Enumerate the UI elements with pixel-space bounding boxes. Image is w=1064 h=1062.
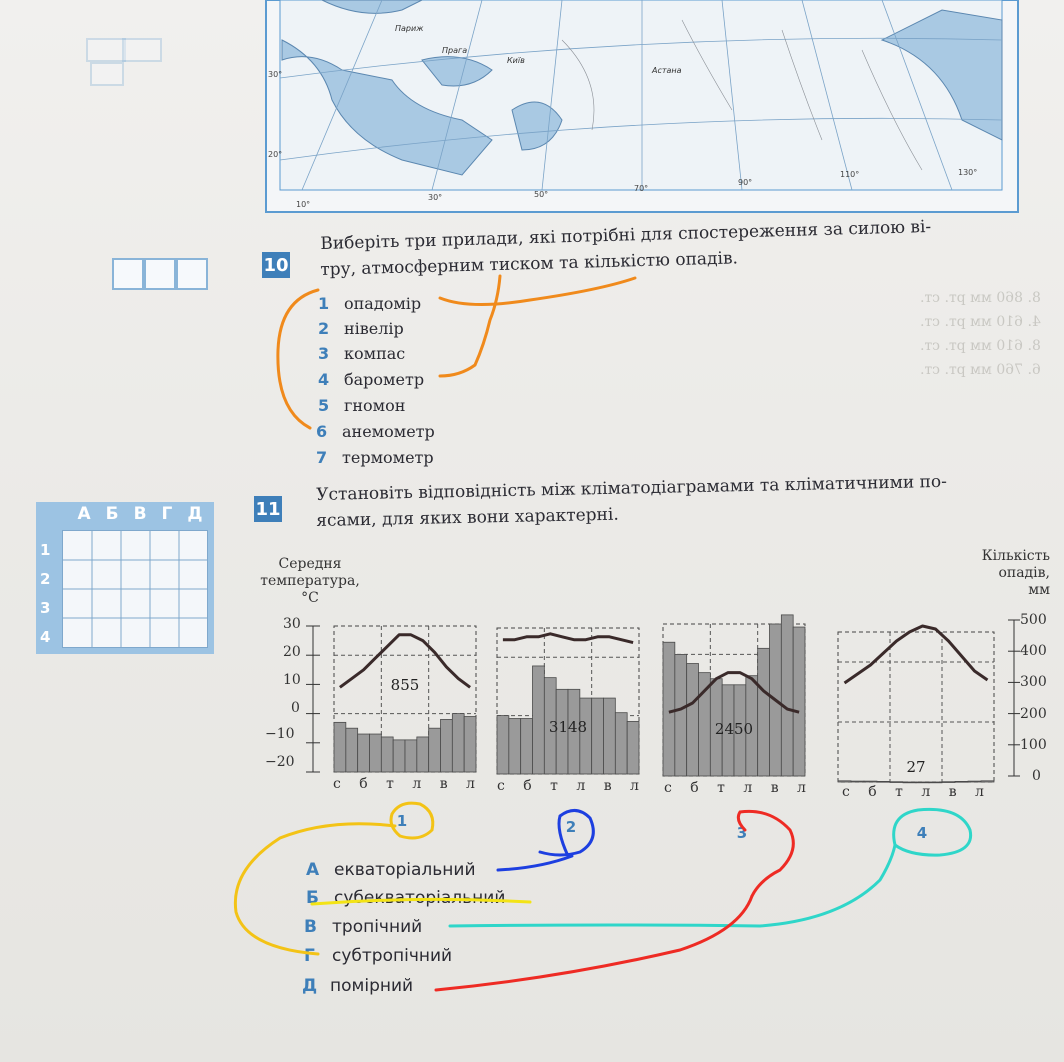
lon-label: 10° — [296, 200, 311, 209]
answer-label: помірний — [330, 976, 414, 996]
chart-number: 3 — [736, 824, 748, 842]
chart-number: 1 — [396, 812, 408, 830]
precipitation-bar — [981, 781, 994, 782]
lon-label: 50° — [534, 190, 549, 199]
precipitation-bar — [929, 782, 942, 783]
caption-line: температура, — [260, 573, 360, 589]
bleed-text: 8. 860 мм рт. ст. — [920, 290, 1041, 306]
option-number: 6 — [316, 422, 328, 441]
precip-tick: 0 — [1032, 768, 1041, 784]
city-label: Київ — [507, 56, 525, 65]
grid-row-label: 2 — [40, 570, 51, 588]
precipitation-bar — [370, 734, 382, 772]
precip-tick: 300 — [1020, 674, 1047, 690]
month-labels: с б т л в л — [842, 784, 991, 800]
option-number: 2 — [318, 319, 330, 338]
option-label: анемометр — [342, 422, 435, 441]
q10-number: 10 — [262, 252, 290, 278]
caption-line: Середня — [278, 556, 342, 572]
month-labels: с б т л в л — [497, 778, 646, 794]
precipitation-bar — [441, 719, 453, 772]
month-labels: с б т л в л — [333, 776, 482, 792]
annual-precip-label: 855 — [390, 676, 420, 694]
precip-tick: 400 — [1020, 643, 1047, 659]
temp-tick: 20 — [283, 644, 301, 660]
grid-row-label: 3 — [40, 599, 51, 617]
annual-precip-label: 2450 — [714, 720, 754, 738]
chart-number: 4 — [916, 824, 928, 842]
precipitation-bar — [838, 781, 851, 782]
option-label: термометр — [342, 448, 434, 467]
option-number: 7 — [316, 448, 328, 467]
precipitation-bar — [405, 740, 417, 772]
answer-letter: Б — [306, 888, 319, 908]
answer-letter: А — [306, 860, 320, 880]
temperature-curve — [845, 626, 988, 683]
precipitation-bar — [890, 782, 903, 783]
lon-label: 30° — [428, 193, 443, 202]
precipitation-bar — [393, 740, 405, 772]
precipitation-bar — [903, 782, 916, 783]
precipitation-bar — [663, 642, 675, 776]
temp-tick: −10 — [265, 726, 295, 742]
precipitation-bar — [675, 654, 687, 776]
precipitation-bar — [968, 781, 981, 782]
precipitation-bar — [417, 737, 429, 772]
grid-row-label: 4 — [40, 628, 51, 646]
grid-col-label: А — [77, 504, 91, 524]
precipitation-bar — [793, 627, 805, 776]
temp-tick: −20 — [265, 754, 295, 770]
answer-label: тропічний — [332, 917, 423, 937]
chart-number: 2 — [565, 818, 577, 836]
precipitation-bar — [942, 782, 955, 783]
temp-tick: 0 — [291, 700, 300, 716]
option-number: 4 — [318, 370, 330, 389]
precipitation-bar — [452, 714, 464, 772]
precipitation-bar — [464, 717, 476, 772]
city-label: Париж — [395, 24, 424, 33]
precip-tick: 500 — [1020, 612, 1047, 628]
precipitation-bar — [429, 728, 441, 772]
lat-label: 30° — [268, 70, 283, 79]
temp-tick: 30 — [283, 616, 301, 632]
precipitation-bar — [627, 721, 639, 774]
lon-label: 130° — [958, 168, 978, 177]
option-number: 3 — [318, 344, 330, 363]
precipitation-bar — [358, 734, 370, 772]
caption-line: мм — [1028, 582, 1050, 598]
grid-col-label: Д — [187, 504, 203, 524]
bleed-text: 4. 610 мм рт. ст. — [920, 314, 1041, 330]
grid-col-label: Г — [161, 504, 173, 524]
option-label: нівелір — [344, 319, 404, 338]
month-labels: с б т л в л — [664, 780, 813, 796]
precipitation-bar — [533, 666, 545, 774]
annual-precip-label: 27 — [906, 758, 926, 776]
answer-letter: В — [304, 917, 317, 937]
lat-label: 20° — [268, 150, 283, 159]
option-label: гномон — [344, 396, 406, 415]
q11-text-line2: ясами, для яких вони характерні. — [316, 504, 619, 531]
lon-label: 90° — [738, 178, 753, 187]
city-label: Прага — [442, 46, 468, 55]
q11-number: 11 — [254, 496, 282, 522]
precipitation-bar — [864, 781, 877, 782]
precipitation-bar — [955, 781, 968, 782]
grid-col-label: В — [133, 504, 147, 524]
precipitation-bar — [521, 719, 533, 774]
option-label: опадомір — [344, 294, 422, 313]
answer-letter: Г — [304, 946, 315, 966]
precip-tick: 200 — [1020, 706, 1047, 722]
annual-precip-label: 3148 — [548, 718, 588, 736]
answer-letter: Д — [302, 976, 318, 996]
lon-label: 70° — [634, 184, 649, 193]
precipitation-bar — [877, 781, 890, 782]
grid-col-label: Б — [105, 504, 119, 524]
option-number: 1 — [318, 294, 330, 313]
caption-line: °С — [301, 590, 319, 606]
precipitation-bar — [851, 781, 864, 782]
bleed-text: 6. 760 мм рт. ст. — [920, 362, 1041, 378]
q11-text-line1: Установіть відповідність між кліматодіаграмами та кліматичними по- — [316, 471, 948, 505]
precipitation-bar — [615, 713, 627, 774]
lon-label: 110° — [840, 170, 860, 179]
q10-text-line1: Виберіть три прилади, які потрібні для спостереження за силою ві- — [320, 216, 932, 254]
option-label: компас — [344, 344, 406, 363]
bleed-text: 8. 610 мм рт. ст. — [920, 338, 1041, 354]
temperature-curve — [503, 634, 633, 643]
caption-line: Кількість — [981, 548, 1050, 564]
precipitation-bar — [781, 615, 793, 776]
grid-row-label: 1 — [40, 541, 51, 559]
precip-tick: 100 — [1020, 737, 1047, 753]
answer-label: екваторіальний — [334, 860, 476, 880]
precipitation-bar — [758, 648, 770, 776]
precipitation-bar — [346, 728, 358, 772]
precipitation-bar — [580, 698, 592, 774]
temp-tick: 10 — [283, 672, 301, 688]
caption-line: опадів, — [998, 565, 1050, 581]
city-label: Астана — [652, 66, 682, 75]
option-label: барометр — [344, 370, 425, 389]
answer-label: субтропічний — [332, 946, 453, 966]
precipitation-bar — [497, 716, 509, 774]
precipitation-bar — [381, 737, 393, 772]
precipitation-bar — [509, 719, 521, 774]
precipitation-bar — [916, 782, 929, 783]
option-number: 5 — [318, 396, 330, 415]
precipitation-bar — [687, 664, 699, 776]
answer-label: субекваторіальний — [334, 888, 506, 908]
q10-text-line2: тру, атмосферним тиском та кількістю опадів. — [320, 248, 739, 280]
precipitation-bar — [334, 722, 346, 772]
precipitation-bar — [592, 698, 604, 774]
precipitation-bar — [604, 698, 616, 774]
